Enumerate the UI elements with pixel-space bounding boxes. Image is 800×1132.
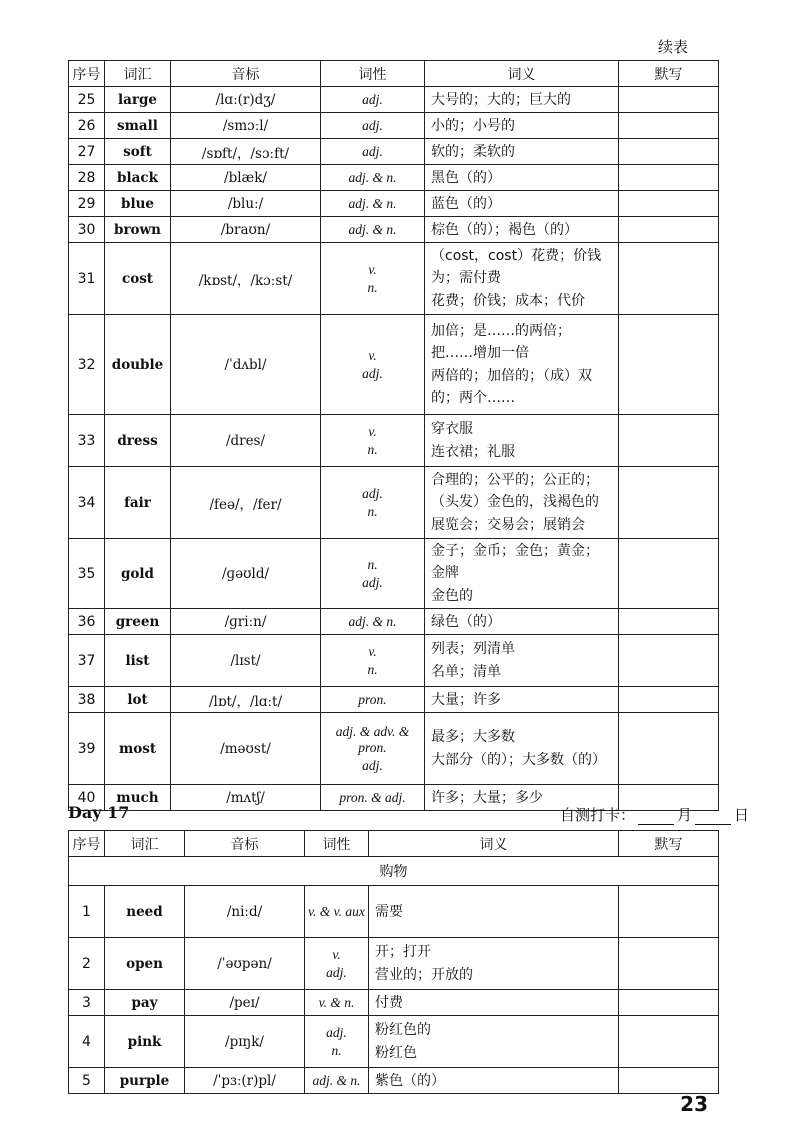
column-header: 默写 xyxy=(619,831,719,857)
vocab-word: pink xyxy=(105,1016,185,1068)
vocab-word: blue xyxy=(105,191,171,217)
phonetic: /ˈdʌbl/ xyxy=(171,315,321,415)
vocab-word: need xyxy=(105,886,185,938)
table-row xyxy=(69,415,719,467)
vocab-word: lot xyxy=(105,687,171,713)
table-row xyxy=(69,539,719,609)
part-of-speech-cell xyxy=(321,315,425,415)
row-number: 27 xyxy=(69,139,105,165)
part-of-speech-cell xyxy=(305,886,369,938)
meaning: 需要 xyxy=(375,903,403,920)
part-of-speech: adj. & n. xyxy=(348,195,397,211)
column-header: 词性 xyxy=(305,831,369,857)
header-row xyxy=(69,831,719,857)
vocab-table-day17 xyxy=(68,830,719,1094)
part-of-speech: v. xyxy=(332,946,341,962)
row-number: 32 xyxy=(69,315,105,415)
row-number: 34 xyxy=(69,467,105,539)
part-of-speech-cell xyxy=(321,539,425,609)
day-label: Day 17 xyxy=(68,803,130,822)
phonetic: /ɡəʊld/ xyxy=(171,539,321,609)
vocab-word: double xyxy=(105,315,171,415)
meaning-cell xyxy=(369,1016,619,1068)
phonetic: /braʊn/ xyxy=(171,217,321,243)
phonetic: /ˈpɜː(r)pl/ xyxy=(185,1068,305,1094)
part-of-speech: v. & n. xyxy=(318,994,355,1010)
part-of-speech-cell xyxy=(321,415,425,467)
column-header: 音标 xyxy=(185,831,305,857)
part-of-speech-cell xyxy=(321,87,425,113)
column-header: 序号 xyxy=(69,831,105,857)
part-of-speech: v. xyxy=(368,261,377,277)
vocab-word: pay xyxy=(105,990,185,1016)
meaning-cell xyxy=(425,243,619,315)
part-of-speech: adj. & n. xyxy=(348,221,397,237)
column-header: 词汇 xyxy=(105,61,171,87)
meaning: 绿色（的） xyxy=(431,613,501,630)
table-row xyxy=(69,938,719,990)
checkin-day: 日 xyxy=(734,806,750,824)
part-of-speech-cell xyxy=(321,217,425,243)
vocab-word: black xyxy=(105,165,171,191)
meaning-cell xyxy=(425,687,619,713)
vocab-word: large xyxy=(105,87,171,113)
meaning: 粉红色的 xyxy=(375,1022,431,1038)
dictation-cell[interactable] xyxy=(619,886,719,938)
table-row xyxy=(69,990,719,1016)
dictation-cell[interactable] xyxy=(619,467,719,539)
meaning: 大部分（的）；大多数（的） xyxy=(431,752,606,768)
meaning: 许多；大量；多少 xyxy=(431,789,543,806)
row-number: 40 xyxy=(69,785,105,811)
meaning-cell xyxy=(425,415,619,467)
table-row xyxy=(69,467,719,539)
table-row xyxy=(69,165,719,191)
part-of-speech-cell xyxy=(321,609,425,635)
meaning-cell xyxy=(425,713,619,785)
row-number: 36 xyxy=(69,609,105,635)
part-of-speech-cell xyxy=(321,243,425,315)
phonetic: /niːd/ xyxy=(185,886,305,938)
section-row xyxy=(69,857,719,886)
part-of-speech: adj. xyxy=(362,143,383,159)
checkin-label: 自测打卡： xyxy=(560,806,636,824)
table-row xyxy=(69,886,719,938)
dictation-cell[interactable] xyxy=(619,1068,719,1094)
part-of-speech-cell xyxy=(305,938,369,990)
vocab-word: brown xyxy=(105,217,171,243)
meaning: 展览会；交易会；展销会 xyxy=(431,517,585,533)
meaning: 加倍；是……的两倍；把……增加一倍 xyxy=(431,323,571,361)
meaning: 开；打开 xyxy=(375,944,431,960)
row-number: 4 xyxy=(69,1016,105,1068)
column-header: 词汇 xyxy=(105,831,185,857)
part-of-speech-cell xyxy=(321,191,425,217)
dictation-cell[interactable] xyxy=(619,139,719,165)
part-of-speech: n. xyxy=(367,661,378,677)
header-row xyxy=(69,61,719,87)
row-number: 38 xyxy=(69,687,105,713)
part-of-speech: adj. xyxy=(362,574,383,590)
meaning-cell xyxy=(369,886,619,938)
meaning: 两倍的；加倍的；（成）双的；两个…… xyxy=(431,368,592,406)
phonetic: /smɔːl/ xyxy=(171,113,321,139)
part-of-speech: n. xyxy=(331,1042,342,1058)
meaning: 合理的；公平的；公正的；（头发）金色的，浅褐色的 xyxy=(431,472,599,510)
column-header: 词义 xyxy=(425,61,619,87)
part-of-speech: n. xyxy=(367,441,378,457)
meaning: 花费；价钱；成本；代价 xyxy=(431,293,585,309)
part-of-speech: adj. & adv. & pron. xyxy=(335,723,410,755)
meaning: 紫色（的） xyxy=(375,1072,445,1089)
table-row xyxy=(69,1016,719,1068)
meaning-cell xyxy=(425,165,619,191)
part-of-speech: adj. & n. xyxy=(348,613,397,629)
dictation-cell[interactable] xyxy=(619,415,719,467)
part-of-speech-cell xyxy=(321,139,425,165)
meaning: 小的；小号的 xyxy=(431,117,515,134)
phonetic: /sɒft/，/sɔːft/ xyxy=(171,139,321,165)
meaning-cell xyxy=(425,139,619,165)
meaning: 金子；金币；金色；黄金；金牌 xyxy=(431,543,599,581)
day-blank[interactable] xyxy=(695,810,731,825)
row-number: 39 xyxy=(69,713,105,785)
phonetic: /ˈəʊpən/ xyxy=(185,938,305,990)
phonetic: /kɒst/，/kɔːst/ xyxy=(171,243,321,315)
row-number: 5 xyxy=(69,1068,105,1094)
part-of-speech: adj. xyxy=(362,365,383,381)
vocab-table-day16 xyxy=(68,60,719,811)
dictation-cell[interactable] xyxy=(619,165,719,191)
phonetic: /lɒt/，/lɑːt/ xyxy=(171,687,321,713)
vocab-word: cost xyxy=(105,243,171,315)
phonetic: /məʊst/ xyxy=(171,713,321,785)
row-number: 29 xyxy=(69,191,105,217)
table-row xyxy=(69,139,719,165)
column-header: 词性 xyxy=(321,61,425,87)
part-of-speech-cell xyxy=(321,785,425,811)
row-number: 30 xyxy=(69,217,105,243)
vocab-word: small xyxy=(105,113,171,139)
table-row xyxy=(69,635,719,687)
phonetic: /lɪst/ xyxy=(171,635,321,687)
row-number: 26 xyxy=(69,113,105,139)
meaning-cell xyxy=(369,990,619,1016)
vocab-word: most xyxy=(105,713,171,785)
table-row xyxy=(69,315,719,415)
dictation-cell[interactable] xyxy=(619,938,719,990)
part-of-speech-cell xyxy=(321,687,425,713)
meaning-cell xyxy=(425,191,619,217)
part-of-speech: v. xyxy=(368,347,377,363)
meaning-cell xyxy=(425,635,619,687)
row-number: 1 xyxy=(69,886,105,938)
phonetic: /dres/ xyxy=(171,415,321,467)
dictation-cell[interactable] xyxy=(619,217,719,243)
part-of-speech-cell xyxy=(321,113,425,139)
meaning: 粉红色 xyxy=(375,1045,417,1061)
vocab-word: fair xyxy=(105,467,171,539)
part-of-speech: adj. & n. xyxy=(348,169,397,185)
dictation-cell[interactable] xyxy=(619,687,719,713)
column-header: 序号 xyxy=(69,61,105,87)
meaning: 连衣裙；礼服 xyxy=(431,444,515,460)
part-of-speech: adj. xyxy=(362,757,383,773)
table-row xyxy=(69,609,719,635)
meaning: 大量；许多 xyxy=(431,691,501,708)
meaning-cell xyxy=(369,938,619,990)
vocab-word: soft xyxy=(105,139,171,165)
row-number: 35 xyxy=(69,539,105,609)
dictation-cell[interactable] xyxy=(619,1016,719,1068)
table-row xyxy=(69,217,719,243)
part-of-speech: v. xyxy=(368,423,377,439)
meaning-cell xyxy=(425,609,619,635)
part-of-speech-cell xyxy=(321,467,425,539)
row-number: 28 xyxy=(69,165,105,191)
part-of-speech: pron. & adj. xyxy=(339,789,406,805)
vocab-word: purple xyxy=(105,1068,185,1094)
table-row xyxy=(69,687,719,713)
part-of-speech: adj. & n. xyxy=(312,1072,361,1088)
part-of-speech-cell xyxy=(321,635,425,687)
meaning: 穿衣服 xyxy=(431,421,473,437)
table-row xyxy=(69,191,719,217)
meaning: 棕色（的）；褐色（的） xyxy=(431,221,578,238)
table-row xyxy=(69,243,719,315)
dictation-cell[interactable] xyxy=(619,990,719,1016)
vocab-word: dress xyxy=(105,415,171,467)
phonetic: /blæk/ xyxy=(171,165,321,191)
meaning: 名单；清单 xyxy=(431,664,501,680)
table-row xyxy=(69,1068,719,1094)
row-number: 31 xyxy=(69,243,105,315)
self-test-checkin xyxy=(560,804,749,825)
meaning-cell xyxy=(369,1068,619,1094)
meaning-cell xyxy=(425,217,619,243)
vocab-word: gold xyxy=(105,539,171,609)
row-number: 3 xyxy=(69,990,105,1016)
meaning-cell xyxy=(425,113,619,139)
vocab-word: much xyxy=(105,785,171,811)
meaning-cell xyxy=(425,87,619,113)
row-number: 37 xyxy=(69,635,105,687)
dictation-cell[interactable] xyxy=(619,609,719,635)
table-row xyxy=(69,713,719,785)
phonetic: /mʌtʃ/ xyxy=(171,785,321,811)
part-of-speech-cell xyxy=(321,165,425,191)
meaning: 黑色（的） xyxy=(431,169,501,186)
phonetic: /peɪ/ xyxy=(185,990,305,1016)
part-of-speech: adj. xyxy=(326,1024,347,1040)
phonetic: /bluː/ xyxy=(171,191,321,217)
part-of-speech-cell xyxy=(305,990,369,1016)
vocab-word: green xyxy=(105,609,171,635)
part-of-speech: adj. xyxy=(362,91,383,107)
column-header: 默写 xyxy=(619,61,719,87)
part-of-speech: pron. xyxy=(358,691,387,707)
part-of-speech: v. xyxy=(368,643,377,659)
table-row xyxy=(69,87,719,113)
part-of-speech: n. xyxy=(367,556,378,572)
meaning-cell xyxy=(425,315,619,415)
part-of-speech: adj. xyxy=(362,485,383,501)
meaning: 蓝色（的） xyxy=(431,195,501,212)
meaning-cell xyxy=(425,467,619,539)
dictation-cell[interactable] xyxy=(619,713,719,785)
phonetic: /ɡriːn/ xyxy=(171,609,321,635)
meaning: 最多；大多数 xyxy=(431,729,515,745)
month-blank[interactable] xyxy=(638,810,674,825)
part-of-speech: v. & v. aux xyxy=(308,903,365,919)
part-of-speech: adj. xyxy=(326,964,347,980)
part-of-speech: adj. xyxy=(362,117,383,133)
column-header: 音标 xyxy=(171,61,321,87)
part-of-speech-cell xyxy=(305,1068,369,1094)
meaning: 列表；列清单 xyxy=(431,641,515,657)
phonetic: /feə/，/fer/ xyxy=(171,467,321,539)
dictation-cell[interactable] xyxy=(619,87,719,113)
row-number: 25 xyxy=(69,87,105,113)
continued-label: 续表 xyxy=(657,38,688,56)
meaning: （cost，cost）花费；价钱为；需付费 xyxy=(431,248,602,286)
part-of-speech: n. xyxy=(367,503,378,519)
dictation-cell[interactable] xyxy=(619,191,719,217)
meaning: 大号的；大的；巨大的 xyxy=(431,91,571,108)
part-of-speech-cell xyxy=(305,1016,369,1068)
checkin-month: 月 xyxy=(677,806,693,824)
phonetic: /pɪŋk/ xyxy=(185,1016,305,1068)
dictation-cell[interactable] xyxy=(619,635,719,687)
dictation-cell[interactable] xyxy=(619,315,719,415)
column-header: 词义 xyxy=(369,831,619,857)
page-number: 23 xyxy=(680,1092,708,1116)
meaning: 营业的；开放的 xyxy=(375,967,473,983)
section-title: 购物 xyxy=(69,857,719,886)
table-row xyxy=(69,113,719,139)
meaning: 金色的 xyxy=(431,588,473,604)
part-of-speech-cell xyxy=(321,713,425,785)
meaning: 付费 xyxy=(375,994,403,1011)
vocab-word: list xyxy=(105,635,171,687)
meaning: 软的；柔软的 xyxy=(431,143,515,160)
phonetic: /lɑː(r)dʒ/ xyxy=(171,87,321,113)
dictation-cell[interactable] xyxy=(619,113,719,139)
part-of-speech: n. xyxy=(367,279,378,295)
row-number: 2 xyxy=(69,938,105,990)
dictation-cell[interactable] xyxy=(619,539,719,609)
meaning-cell xyxy=(425,539,619,609)
dictation-cell[interactable] xyxy=(619,243,719,315)
vocab-word: open xyxy=(105,938,185,990)
row-number: 33 xyxy=(69,415,105,467)
